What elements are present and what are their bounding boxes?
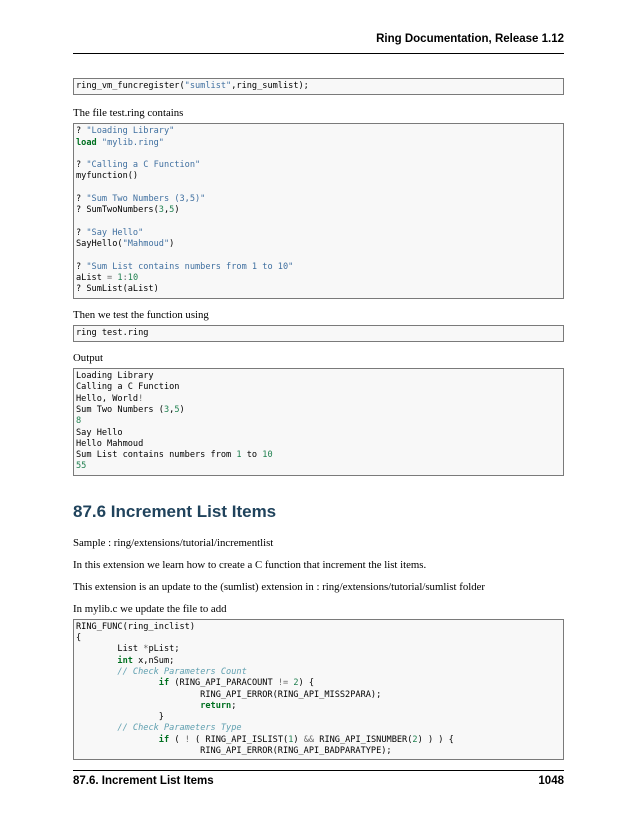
paragraph-mylib-update: In mylib.c we update the file to add [73, 602, 227, 615]
paragraph-test-ring-contains: The file test.ring contains [73, 107, 184, 120]
code-block-output: Loading Library Calling a C Function Hello, World! Sum Two Numbers (3,5) 8 Say Hello Hello Mahmoud Sum List contains numbers from 1 to 10 55 [73, 368, 564, 476]
code-block-funcregister: ring_vm_funcregister("sumlist",ring_sumlist); [73, 78, 564, 95]
paragraph-output: Output [73, 352, 103, 365]
paragraph-extension-update: This extension is an update to the (sumlist) extension in : ring/extensions/tutorial/sumlist folder [73, 580, 486, 593]
code-block-ring-command: ring test.ring [73, 325, 564, 342]
paragraph-sample-path: Sample : ring/extensions/tutorial/incrementlist [73, 536, 274, 549]
page-content [73, 78, 564, 760]
paragraph-extension-intro: In this extension we learn how to create a C function that increment the list items. [73, 558, 427, 571]
footer-rule [73, 770, 564, 771]
paragraph-test-function: Then we test the function using [73, 308, 209, 321]
code-block-inclist: RING_FUNC(ring_inclist) { List *pList; int x,nSum; // Check Parameters Count if (RING_API_PARACOUNT != 2) { RING_API_ERROR(RING_API_MISS2PARA); return; } // Check Parameters Type if ( ! ( RING_API_ISLIST(1) && RING_API_ISNUMBER(2) ) ) { RING_API_ERROR(RING_API_BADPARATYPE); [73, 619, 564, 761]
section-heading: 87.6 Increment List Items [73, 501, 277, 521]
footer-section-title: 87.6. Increment List Items [73, 775, 214, 787]
page-number: 1048 [538, 775, 564, 787]
header-rule [73, 53, 564, 54]
code-block-test-ring: ? "Loading Library" load "mylib.ring" ? "Calling a C Function" myfunction() ? "Sum Two Numbers (3,5)" ? SumTwoNumbers(3,5) ? "Say Hello" SayHello("Mahmoud") ? "Sum List contains numbers from 1 to 10" aList = 1:10 ? SumList(aList) [73, 123, 564, 298]
running-header-title: Ring Documentation, Release 1.12 [376, 33, 564, 45]
